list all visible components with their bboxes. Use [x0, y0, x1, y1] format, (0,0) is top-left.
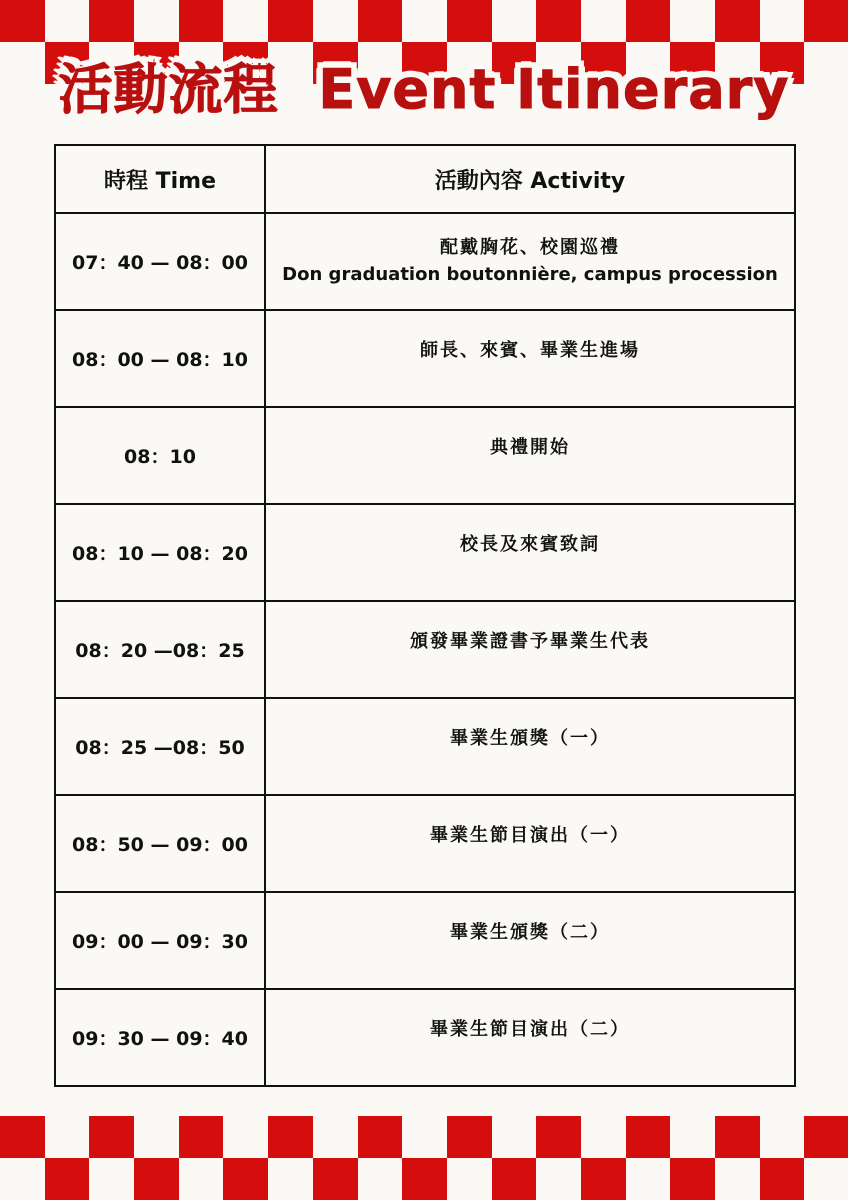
- checker-square: [447, 0, 492, 42]
- checker-square: [0, 0, 45, 42]
- checker-square: [581, 1116, 626, 1158]
- checker-square: [492, 0, 537, 42]
- checker-square: [358, 1158, 403, 1200]
- activity-zh: 師長、來賓、畢業生進場: [420, 340, 640, 361]
- checker-square: [670, 1158, 715, 1200]
- table-row: [55, 892, 795, 989]
- row-time: 08：25 —08：50: [55, 698, 265, 795]
- row-activity: [265, 698, 795, 795]
- page-title: [0, 50, 848, 130]
- checker-square: [715, 1158, 760, 1200]
- table-row: [55, 989, 795, 1086]
- checker-square: [626, 0, 671, 42]
- checker-square: [0, 1116, 45, 1158]
- checker-square: [626, 1158, 671, 1200]
- header-activity: 活動內容 Activity: [265, 145, 795, 213]
- table-header-row: [55, 145, 795, 213]
- checker-square: [313, 1158, 358, 1200]
- activity-zh: 畢業生頒獎（二）: [450, 922, 610, 943]
- checker-square: [536, 0, 581, 42]
- activity-zh: 畢業生節目演出（二）: [430, 1019, 630, 1040]
- table-row: [55, 213, 795, 310]
- checker-square: [313, 0, 358, 42]
- row-time: 08：00 — 08：10: [55, 310, 265, 407]
- checker-square: [223, 0, 268, 42]
- checker-square: [402, 1116, 447, 1158]
- row-time: 08：10: [55, 407, 265, 504]
- row-activity: [265, 989, 795, 1086]
- checker-square: [715, 0, 760, 42]
- row-activity: [265, 892, 795, 989]
- checker-square: [536, 1158, 581, 1200]
- checker-square: [134, 1116, 179, 1158]
- checker-square: [670, 0, 715, 42]
- table-row: [55, 310, 795, 407]
- row-time: 07：40 — 08：00: [55, 213, 265, 310]
- checker-square: [223, 1158, 268, 1200]
- checker-square: [626, 1116, 671, 1158]
- checker-square: [358, 0, 403, 42]
- checker-square: [268, 1116, 313, 1158]
- table-row: [55, 504, 795, 601]
- activity-zh: 畢業生頒獎（一）: [450, 728, 610, 749]
- activity-zh: 畢業生節目演出（一）: [430, 825, 630, 846]
- row-activity: [265, 310, 795, 407]
- title-en: Event Itinerary: [318, 58, 790, 121]
- header-time: 時程 Time: [55, 145, 265, 213]
- checker-square: [179, 1116, 224, 1158]
- bottom-checker-border: [0, 1116, 848, 1200]
- checker-square: [134, 0, 179, 42]
- row-activity: [265, 504, 795, 601]
- checker-square: [492, 1158, 537, 1200]
- checker-square: [45, 0, 90, 42]
- table-row: [55, 601, 795, 698]
- row-activity: [265, 601, 795, 698]
- checker-square: [804, 1116, 848, 1158]
- itinerary-table: [54, 144, 796, 1087]
- activity-zh: 典禮開始: [490, 437, 570, 458]
- row-activity: [265, 795, 795, 892]
- table-row: [55, 795, 795, 892]
- checker-square: [358, 1116, 403, 1158]
- checker-square: [760, 0, 805, 42]
- checker-square: [89, 1158, 134, 1200]
- checker-square: [268, 0, 313, 42]
- table-row: [55, 698, 795, 795]
- activity-zh: 校長及來賓致詞: [460, 534, 600, 555]
- checker-square: [581, 1158, 626, 1200]
- checker-square: [268, 1158, 313, 1200]
- checker-square: [313, 1116, 358, 1158]
- row-time: 08：50 — 09：00: [55, 795, 265, 892]
- title-zh: 活動流程: [58, 58, 279, 121]
- checker-square: [402, 1158, 447, 1200]
- row-time: 08：10 — 08：20: [55, 504, 265, 601]
- row-time: 09：30 — 09：40: [55, 989, 265, 1086]
- checker-square: [581, 0, 626, 42]
- checker-square: [804, 0, 848, 42]
- checker-square: [0, 1158, 45, 1200]
- checker-square: [760, 1116, 805, 1158]
- checker-square: [447, 1158, 492, 1200]
- checker-square: [179, 0, 224, 42]
- checker-square: [715, 1116, 760, 1158]
- checker-square: [536, 1116, 581, 1158]
- activity-en: Don graduation boutonnière, campus procession: [282, 264, 778, 285]
- checker-square: [45, 1158, 90, 1200]
- row-time: 09：00 — 09：30: [55, 892, 265, 989]
- row-activity: [265, 407, 795, 504]
- checker-square: [760, 1158, 805, 1200]
- activity-zh: 頒發畢業證書予畢業生代表: [410, 631, 650, 652]
- checker-square: [670, 1116, 715, 1158]
- checker-square: [89, 0, 134, 42]
- row-activity: [265, 213, 795, 310]
- checker-square: [402, 0, 447, 42]
- checker-square: [45, 1116, 90, 1158]
- table-row: [55, 407, 795, 504]
- checker-square: [804, 1158, 848, 1200]
- checker-square: [134, 1158, 179, 1200]
- checker-square: [89, 1116, 134, 1158]
- activity-zh: 配戴胸花、校園巡禮: [440, 237, 620, 258]
- checker-square: [179, 1158, 224, 1200]
- checker-square: [223, 1116, 268, 1158]
- checker-square: [492, 1116, 537, 1158]
- row-time: 08：20 —08：25: [55, 601, 265, 698]
- checker-square: [447, 1116, 492, 1158]
